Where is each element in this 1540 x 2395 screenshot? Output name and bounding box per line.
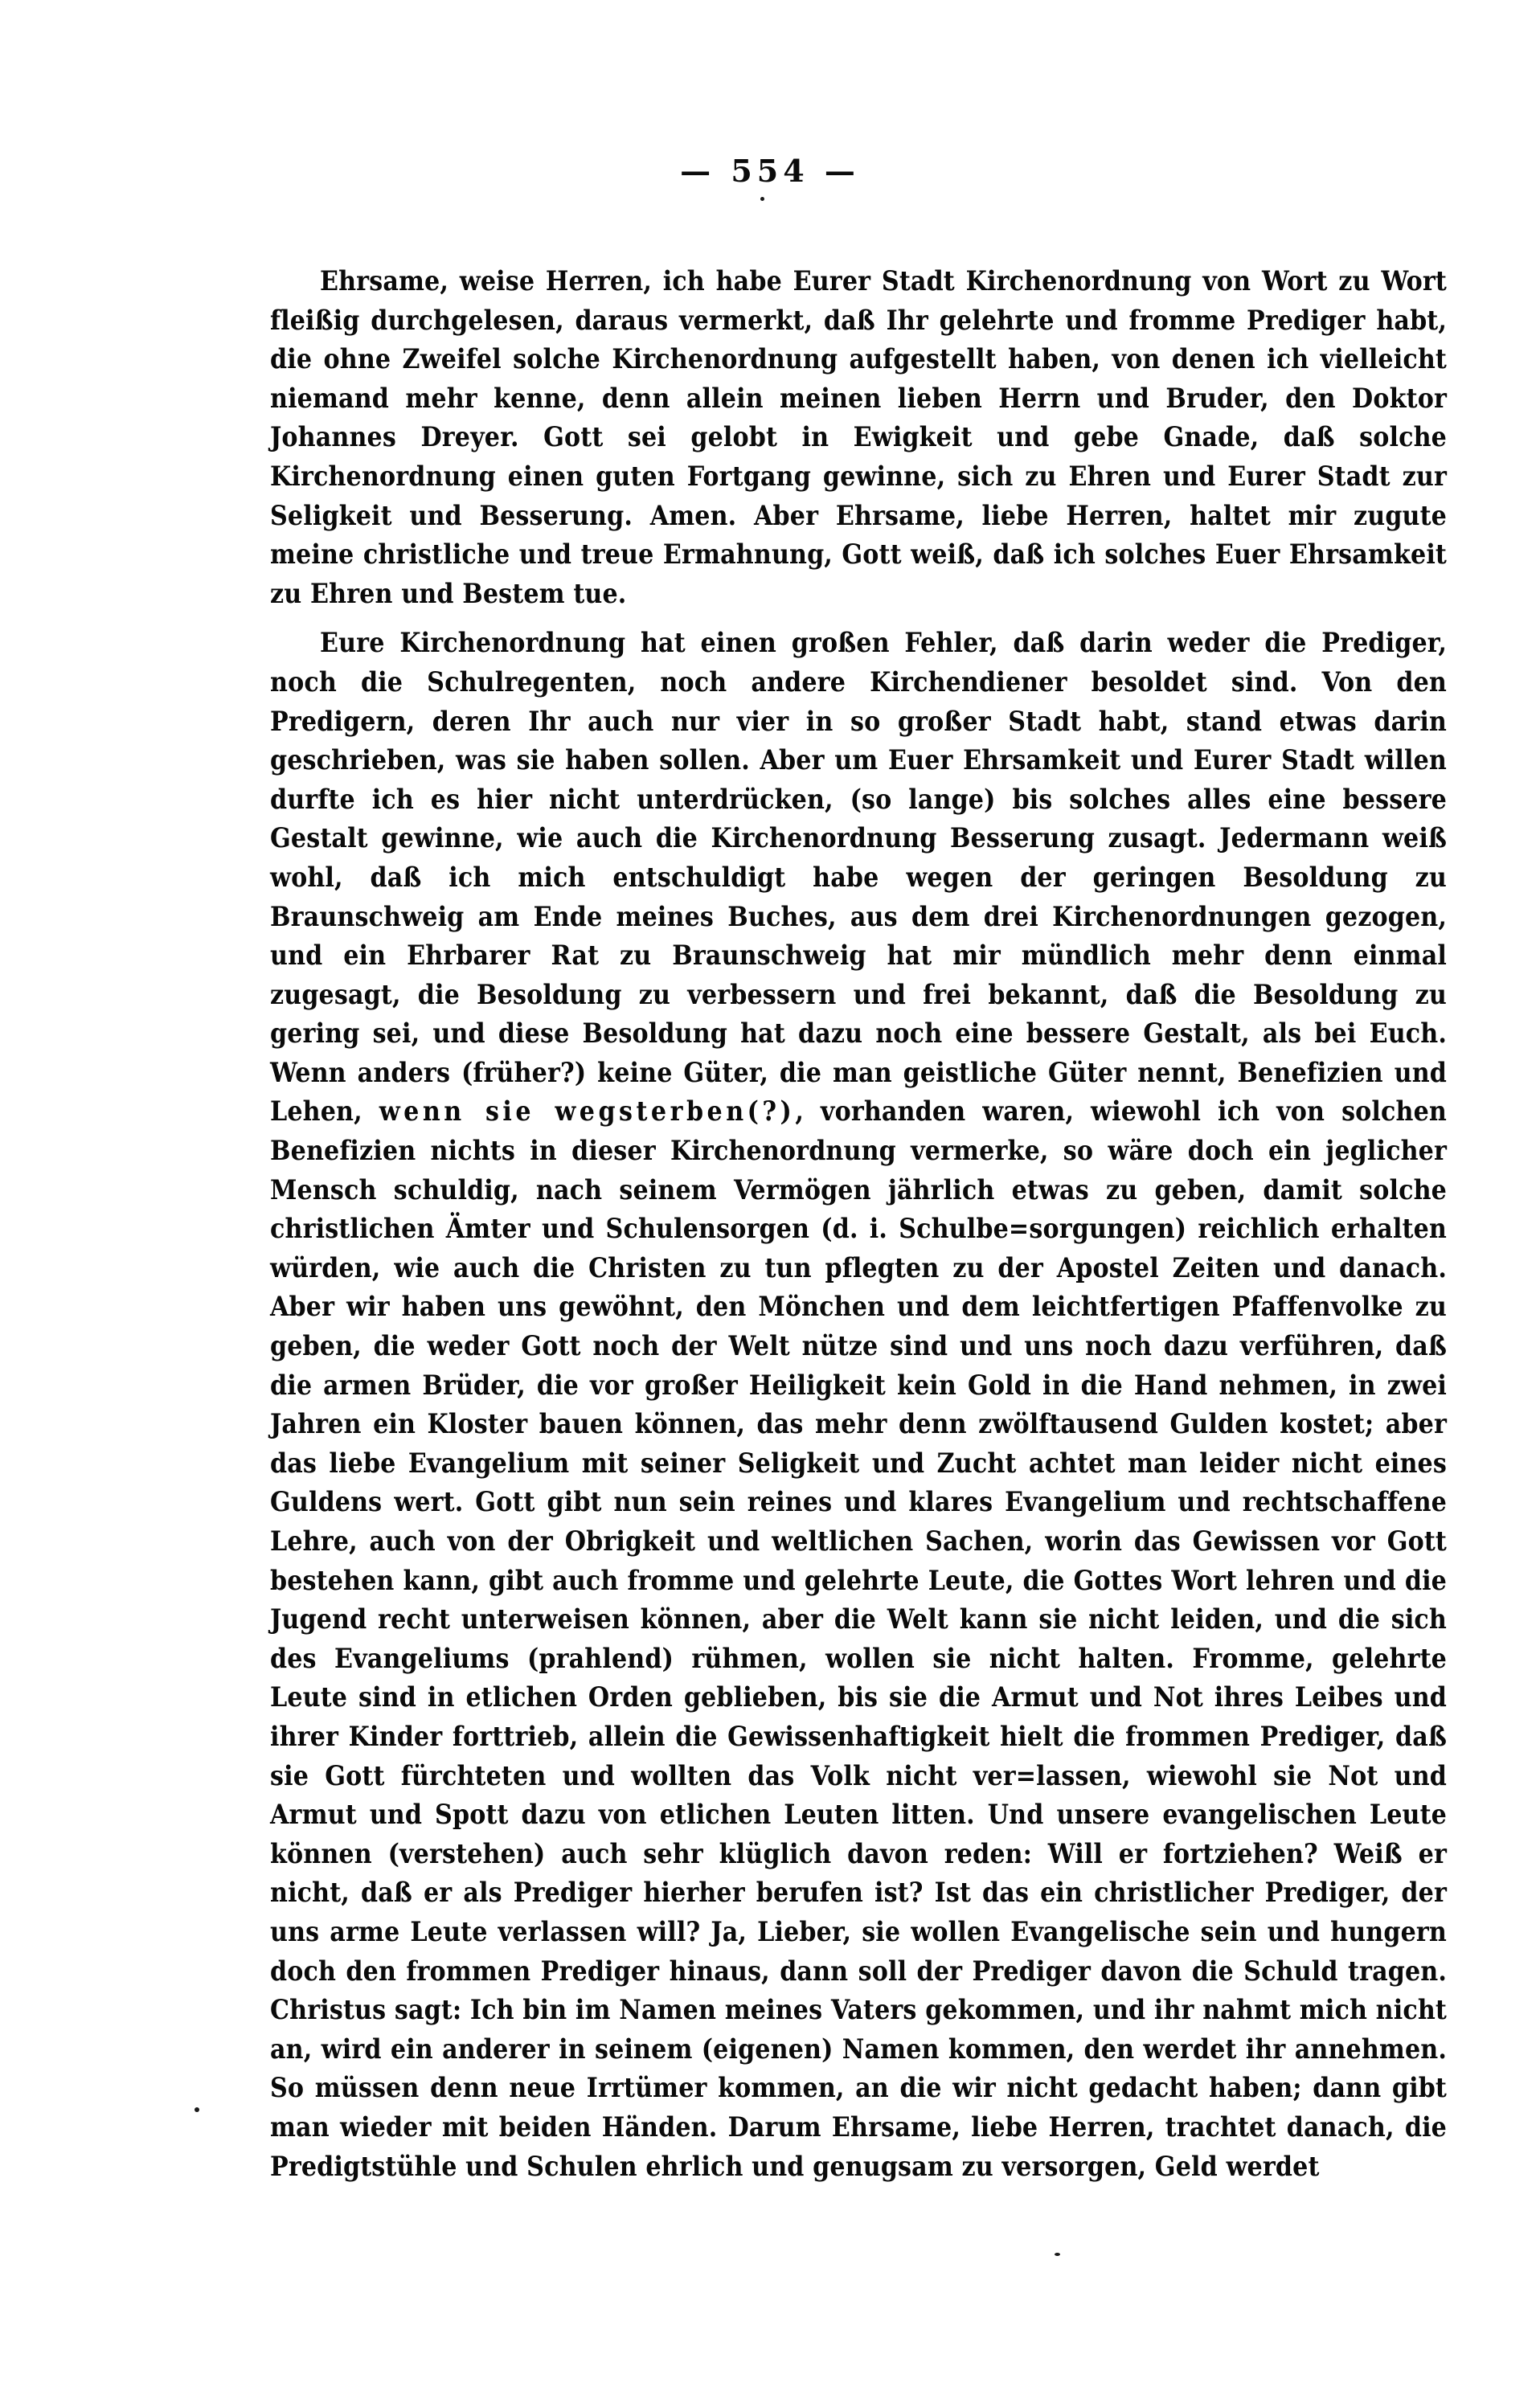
scan-speck: [195, 2107, 199, 2112]
paragraph-2-text-after-spaced-run: , vorhanden waren, wiewohl ich von solchen Benefizien nichts in dieser Kirchenordnung vermerke, so wäre doch ein jeglicher Mensch schuldig, nach seinem Vermögen jährlich etwas zu geben, damit solche christlichen Ämter und Schulensorgen (d. i. Schulbe=sorgungen) reichlich erhalten würden, wie auch die Christen zu tun pflegten zu der Apostel Zeiten und danach. Aber wir haben uns gewöhnt, den Mönchen und dem leichtfertigen Pfaffenvolke zu geben, die weder Gott noch der Welt nütze sind und uns noch dazu verführen, daß die armen Brüder, die vor großer Heiligkeit kein Gold in die Hand nehmen, in zwei Jahren ein Kloster bauen können, das mehr denn zwölftausend Gulden kostet; aber das liebe Evangelium mit seiner Seligkeit und Zucht achtet man leider nicht eines Guldens wert. Gott gibt nun sein reines und klares Evangelium und rechtschaffene Lehre, auch von der Obrigkeit und weltlichen Sachen, worin das Gewissen vor Gott bestehen kann, gibt auch fromme und gelehrte Leute, die Gottes Wort lehren und die Jugend recht unterweisen können, aber die Welt kann sie nicht leiden, und die sich des Evangeliums (prahlend) rühmen, wollen sie nicht halten. Fromme, gelehrte Leute sind in etlichen Orden geblieben, bis sie die Armut und Not ihres Leibes und ihrer Kinder forttrieb, allein die Gewissenhaftigkeit hielt die frommen Prediger, daß sie Gott fürchteten und wollten das Volk nicht ver=lassen, wiewohl sie Not und Armut und Spott dazu von etlichen Leuten litten. Und unsere evangelischen Leute können (verstehen) auch sehr klüglich davon reden: Will er fortziehen? Weiß er nicht, daß er als Prediger hierher berufen ist? Ist das ein christlicher Prediger, der uns arme Leute verlassen will? Ja, Lieber, sie wollen Evangelische sein und hungern doch den frommen Prediger hinaus, dann soll der Prediger davon die Schuld tragen. Christus sagt: Ich bin im Namen meines Vaters gekommen, und ihr nahmt mich nicht an, wird ein anderer in seinem (eigenen) Namen kommen, den werdet ihr annehmen. So müssen denn neue Irrtümer kommen, an die wir nicht gedacht haben; dann gibt man wieder mit beiden Händen. Darum Ehrsame, liebe Herren, trachtet danach, die Predigtstühle und Schulen ehrlich und genugsam zu versorgen, Geld werdet: [270, 1095, 1447, 2182]
running-head-page-number: — 554 —: [680, 153, 860, 189]
paragraph-2-text-before-spaced-run: Eure Kirchenordnung hat einen großen Fehler, daß darin weder die Prediger, noch die Schulregenten, noch andere Kirchendiener besoldet sind. Von den Predigern, deren Ihr auch nur vier in so großer Stadt habt, stand etwas darin geschrieben, was sie haben sollen. Aber um Euer Ehrsamkeit und Eurer Stadt willen durfte ich es hier nicht unterdrücken, (so lange) bis solches alles eine bessere Gestalt gewinne, wie auch die Kirchenordnung Besserung zusagt. Jedermann weiß wohl, daß ich mich entschuldigt habe wegen der geringen Besoldung zu Braunschweig am Ende meines Buches, aus dem drei Kirchenordnungen gezogen, und ein Ehrbarer Rat zu Braunschweig hat mir mündlich mehr denn einmal zugesagt, die Besoldung zu verbessern und frei bekannt, daß die Besoldung zu gering sei, und diese Besoldung hat dazu noch eine bessere Gestalt, als bei Euch. Wenn anders (früher?) keine Güter, die man geistliche Güter nennt, Benefizien und Lehen,: [270, 627, 1447, 1128]
paragraph-2: [270, 624, 1447, 2186]
scan-speck: [1055, 2253, 1060, 2256]
body-text-block: [270, 262, 1447, 2186]
spaced-emphasis-run: wenn sie wegsterben(?): [379, 1095, 796, 1128]
paragraph-1: [270, 262, 1447, 613]
scan-speck: [760, 197, 764, 201]
paragraph-1-text: Ehrsame, weise Herren, ich habe Eurer Stadt Kirchenordnung von Wort zu Wort fleißig durchgelesen, daraus vermerkt, daß Ihr gelehrte und fromme Prediger habt, die ohne Zweifel solche Kirchenordnung aufgestellt haben, von denen ich vielleicht niemand mehr kenne, denn allein meinen lieben Herrn und Bruder, den Doktor Johannes Dreyer. Gott sei gelobt in Ewigkeit und gebe Gnade, daß solche Kirchenordnung einen guten Fortgang gewinne, sich zu Ehren und Eurer Stadt zur Seligkeit und Besserung. Amen. Aber Ehrsame, liebe Herren, haltet mir zugute meine christliche und treue Ermahnung, Gott weiß, daß ich solches Euer Ehrsamkeit zu Ehren und Bestem tue.: [270, 265, 1447, 609]
